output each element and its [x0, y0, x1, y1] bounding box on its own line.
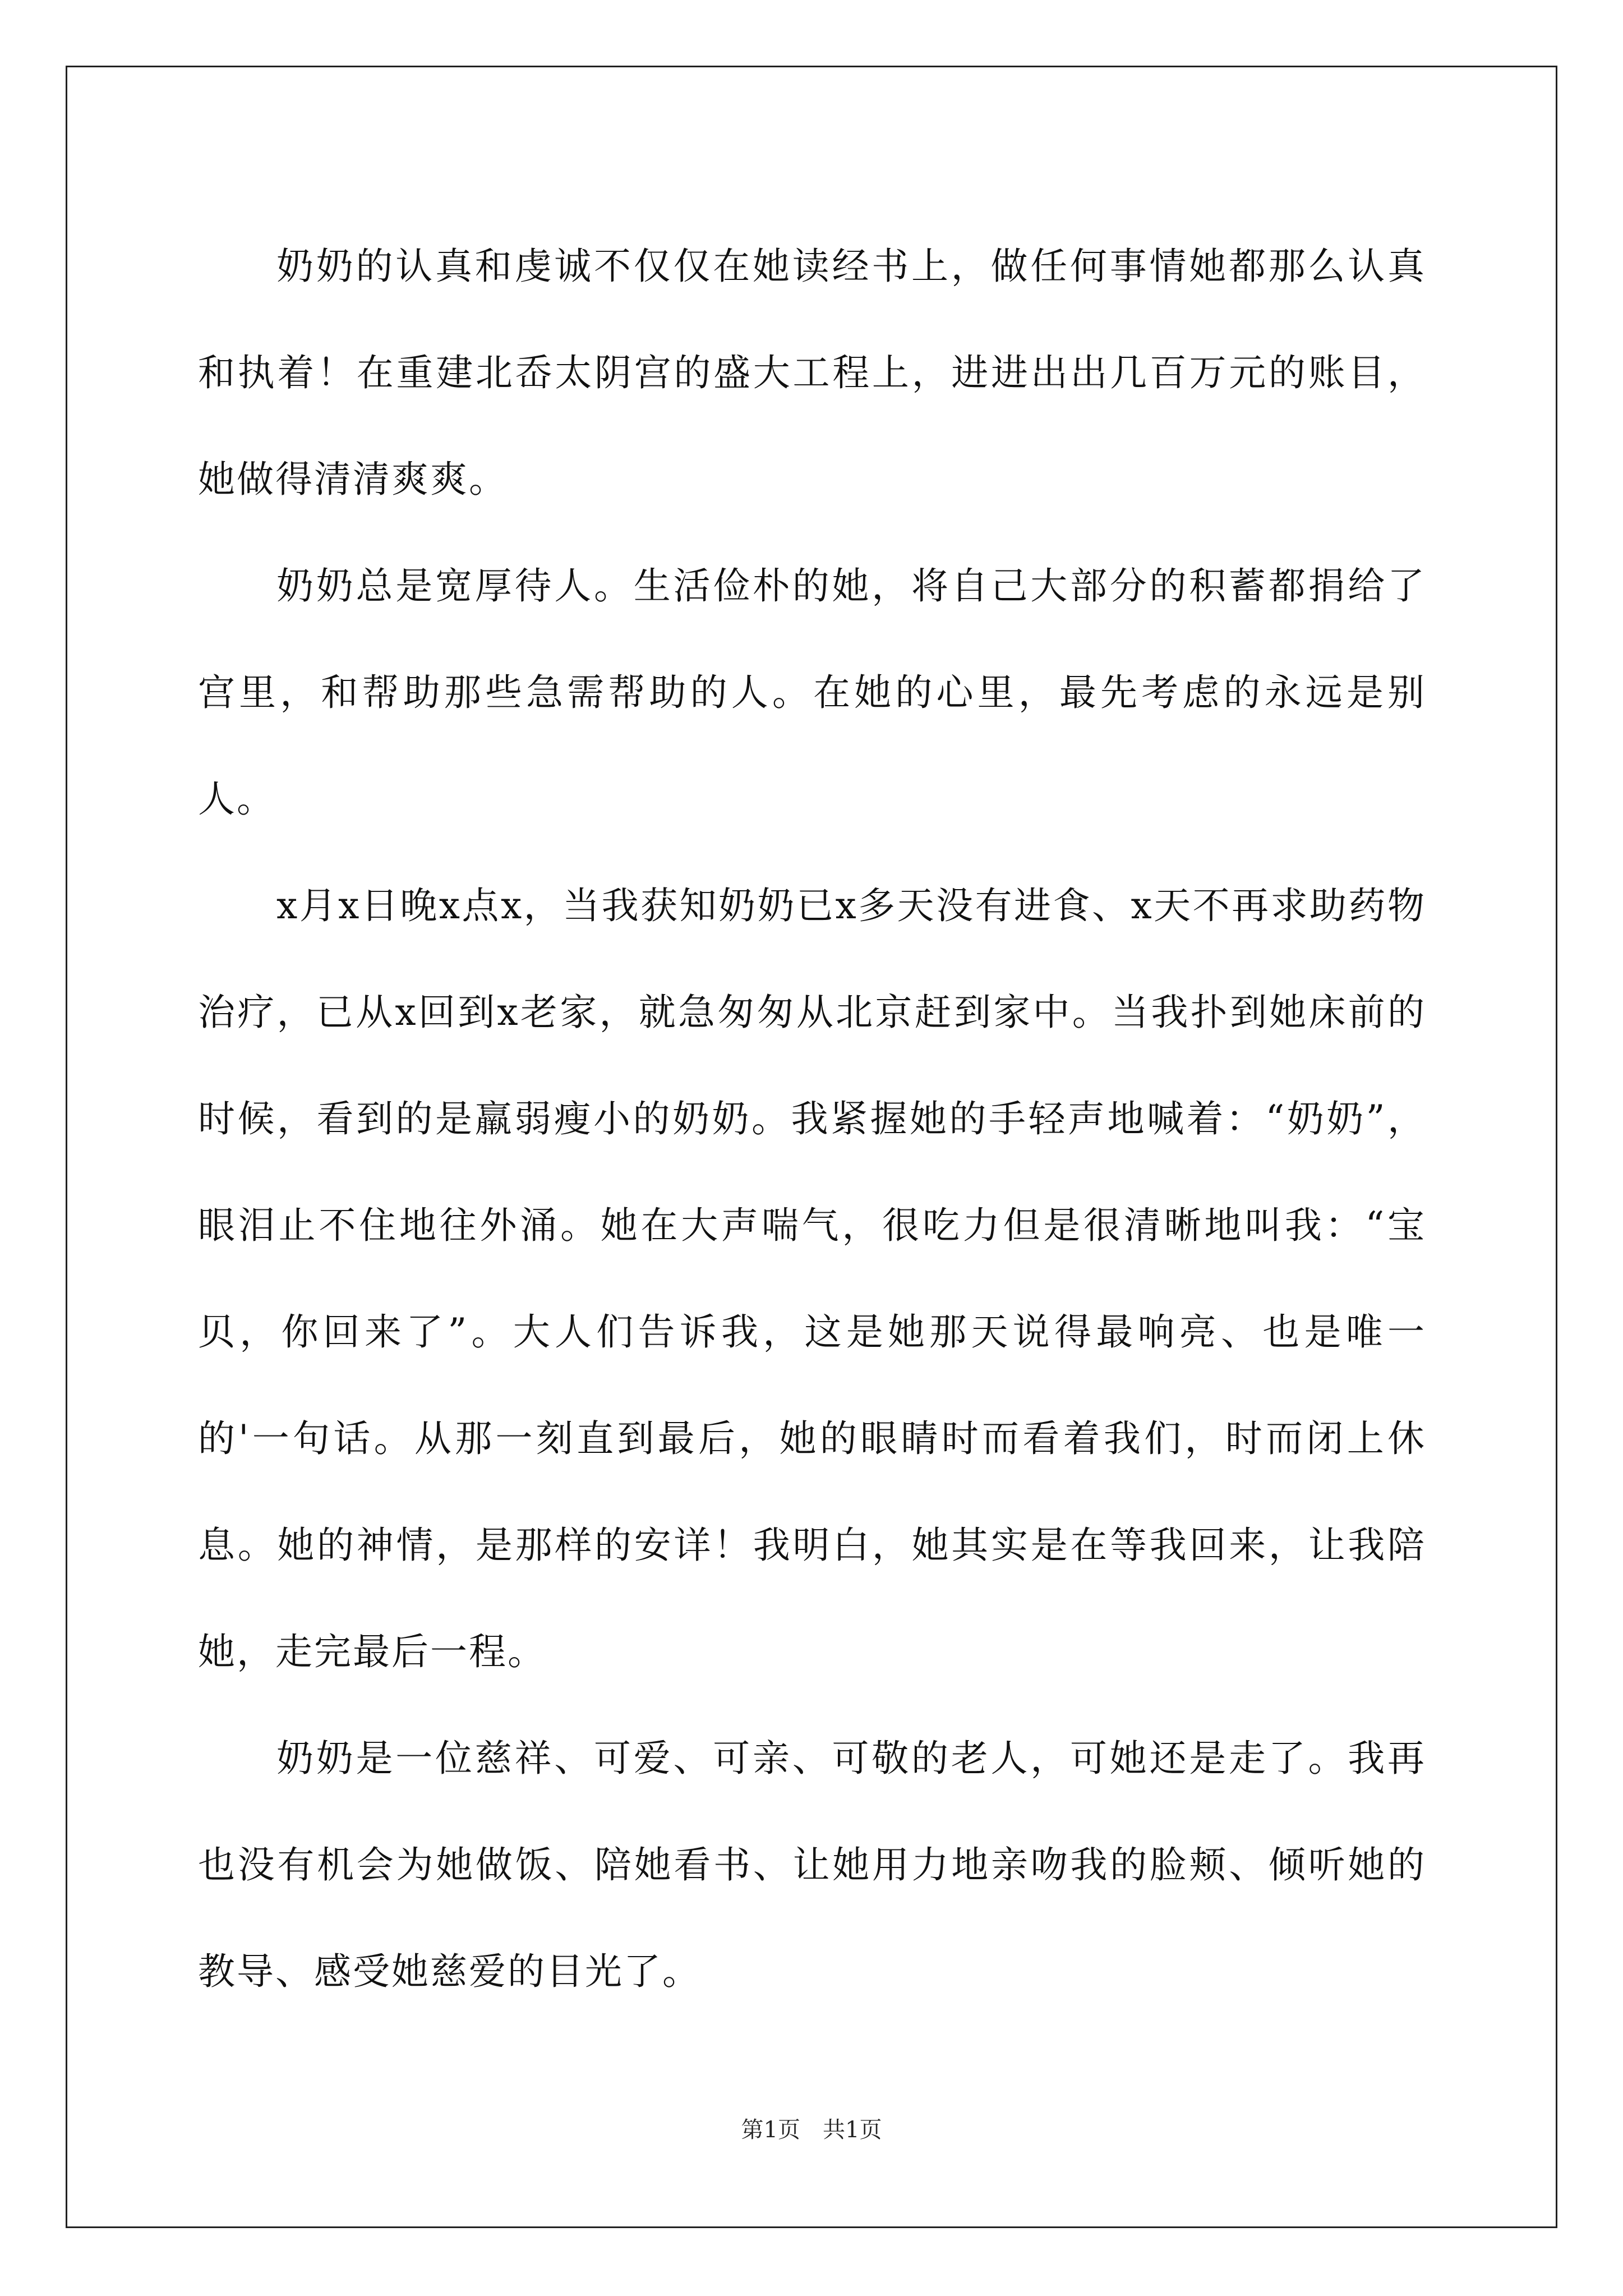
- paragraph: 奶奶是一位慈祥、可爱、可亲、可敬的老人，可她还是走了。我再也没有机会为她做饭、陪她看书、让她用力地亲吻我的脸颊、倾听她的教导、感受她慈爱的目光了。: [198, 1737, 1426, 1993]
- page-footer: 第1页 共1页: [741, 2117, 882, 2143]
- paragraph: 奶奶的认真和虔诚不仅仅在她读经书上，做任何事情她都那么认真和执着！在重建北岙太阴宫的盛大工程上，进进出出几百万元的账目，她做得清清爽爽。: [198, 245, 1426, 501]
- document-body: [198, 213, 1426, 2025]
- paragraph: 奶奶总是宽厚待人。生活俭朴的她，将自己大部分的积蓄都捐给了宫里，和帮助那些急需帮助的人。在她的心里，最先考虑的永远是别人。: [198, 564, 1426, 821]
- paragraph: x月x日晚x点x，当我获知奶奶已x多天没有进食、x天不再求助药物治疗，已从x回到x老家，就急匆匆从北京赶到家中。当我扑到她床前的时候，看到的是羸弱瘦小的奶奶。我紧握她的手轻声地喊着：“奶奶”，眼泪止不住地往外涌。她在大声喘气，很吃力但是很清晰地叫我：“宝贝，你回来了”。大人们告诉我，这是她那天说得最响亮、也是唯一的'一句话。从那一刻直到最后，她的眼睛时而看着我们，时而闭上休息。她的神情，是那样的安详！我明白，她其实是在等我回来，让我陪她，走完最后一程。: [198, 884, 1426, 1673]
